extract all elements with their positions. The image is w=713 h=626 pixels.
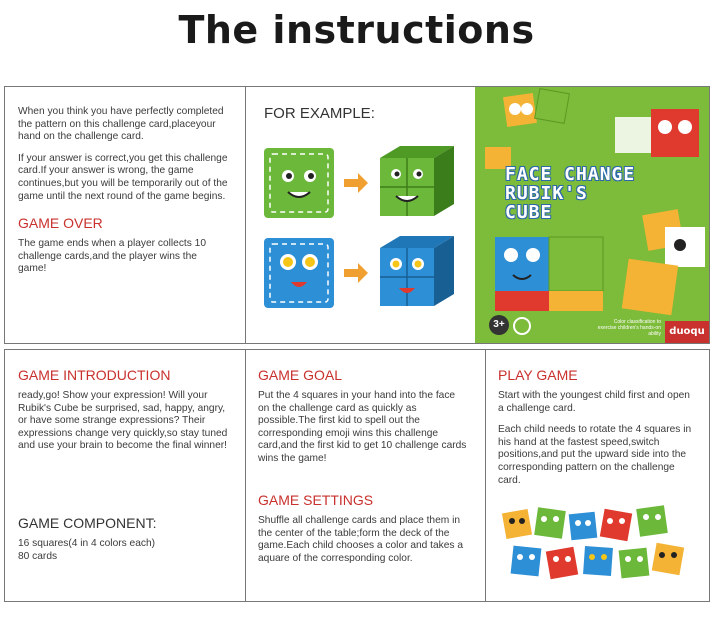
example-heading: FOR EXAMPLE: [264,105,375,122]
page-title: The instructions [178,8,535,52]
age-badge: 3+ [489,315,509,335]
intro-text-block [18,106,228,285]
box-title-line-1: FACE CHANGE [505,164,636,185]
brand-logo: duoqu [665,321,709,343]
divider [245,350,246,601]
divider [245,87,246,343]
cube-blue-2 [511,546,542,577]
divider [485,350,486,601]
blue-face-square [264,238,334,308]
settings-block [258,492,468,574]
box-title-line-3: CUBE [505,202,553,223]
introduction-block [18,367,228,462]
box-title-line-2: RUBIK'S [505,183,588,204]
arrow-icon [344,263,368,283]
cube-red-2 [546,547,578,579]
cube-green-3 [619,548,650,579]
component-line-1: 16 squares(4 in 4 colors each) [18,538,156,549]
cube-blue-3 [583,546,613,576]
safety-icon [513,317,531,335]
play-paragraph-1: Start with the youngest child first and open a challenge card. [498,390,690,414]
cube-orange [502,509,532,539]
green-face-square [264,148,334,218]
goal-text: Put the 4 squares in your hand into the face on the challenge card as quickly as possible.The first kid to spell out the corresponding emoji wins this challenge card,and the first kid to get 10 challenge cards wins the game! [258,390,467,464]
box-note: Color classification to exercise children's hands-on ability [597,319,661,337]
play-block [498,367,698,496]
cube-orange-2 [652,543,684,575]
cubes-illustration [498,503,698,585]
play-heading: PLAY GAME [498,367,578,383]
example-illustration [258,140,463,320]
cube-green-2 [636,505,668,537]
goal-block [258,367,468,475]
cube-green [534,507,566,539]
component-block [18,515,228,563]
cube-blue [569,512,598,541]
play-paragraph-2: Each child needs to rotate the 4 squares in his hand at the fastest speed,switch positions,and put the upward side into the corresponding pattern on the challenge card. [498,424,692,486]
introduction-text: ready,go! Show your expression! Will your Rubik's Cube be surprised, sad, happy, angry, or have some strange expressions? Their expressions change very quickly,so stay tuned and use your brain to become the final winner! [18,390,228,452]
component-heading: GAME COMPONENT: [18,515,157,531]
intro-paragraph-1: When you think you have perfectly completed the pattern on this challenge card,placeyour hand on the challenge card. [18,106,224,143]
blue-cube [380,236,454,306]
settings-heading: GAME SETTINGS [258,492,374,508]
goal-heading: GAME GOAL [258,367,343,383]
cube-red [600,509,632,541]
green-cube [380,146,454,216]
game-over-text: The game ends when a player collects 10 challenge cards,and the player wins the game! [18,238,207,275]
game-over-heading: GAME OVER [18,215,103,232]
introduction-heading: GAME INTRODUCTION [18,367,171,383]
component-line-2: 80 cards [18,550,58,562]
settings-text: Shuffle all challenge cards and place them in the center of the table;form the deck of the game.Each child chooses a color and takes a aquare of the corresponding color. [258,515,464,564]
arrow-icon [344,173,368,193]
intro-paragraph-2: If your answer is correct,you get this challenge card.If your answer is wrong, the game continues,but you will be temporarily out of the game until the next round of the game begins. [18,152,228,202]
box-title [505,165,709,222]
product-box-image [475,87,709,343]
